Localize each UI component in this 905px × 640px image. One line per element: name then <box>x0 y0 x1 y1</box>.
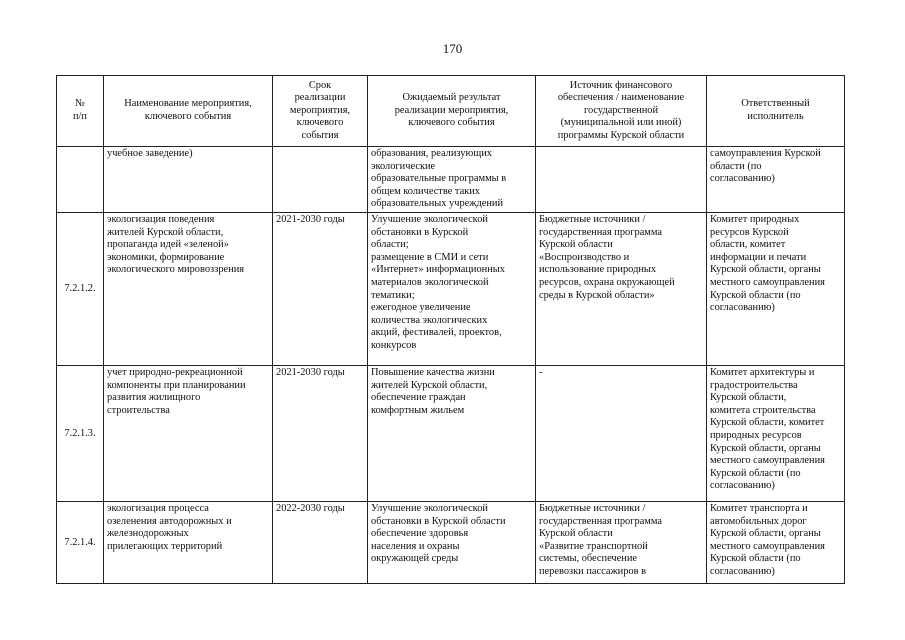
row-number: 7.2.1.4. <box>57 502 104 584</box>
header-expected-result: Ожидаемый результат реализации мероприятия, ключевого события <box>368 76 536 147</box>
header-executor: Ответственный исполнитель <box>707 76 845 147</box>
row-event-name: экологизация поведения жителей Курской области, пропаганда идей «зеленой» экономики, формирование экологического мировоззрения <box>104 213 273 366</box>
row-expected-result: Улучшение экологической обстановки в Курской области; размещение в СМИ и сети «Интернет» информационных материалов экологической тематики; ежегодное увеличение количества экологических акций, фестивалей, проектов, конкурсов <box>368 213 536 366</box>
table-row <box>57 366 845 502</box>
row-number: 7.2.1.2. <box>57 213 104 366</box>
row-funding-source <box>536 147 707 213</box>
row-number <box>57 147 104 213</box>
row-expected-result: Повышение качества жизни жителей Курской области, обеспечение граждан комфортным жильем <box>368 366 536 502</box>
row-funding-source: Бюджетные источники / государственная программа Курской области «Развитие транспортной системы, обеспечение перевозки пассажиров в <box>536 502 707 584</box>
header-funding-source: Источник финансового обеспечения / наименование государственной (муниципальной или иной) программы Курской области <box>536 76 707 147</box>
row-event-name: учебное заведение) <box>104 147 273 213</box>
row-number: 7.2.1.3. <box>57 366 104 502</box>
row-expected-result: Улучшение экологической обстановки в Курской области обеспечение здоровья населения и охраны окружающей среды <box>368 502 536 584</box>
row-period: 2021-2030 годы <box>273 366 368 502</box>
row-executor: Комитет архитектуры и градостроительства Курской области, комитета строительства Курской области, комитет природных ресурсов Курской области, органы местного самоуправления Курской области (по согласованию) <box>707 366 845 502</box>
table-row <box>57 502 845 584</box>
events-table <box>56 75 845 584</box>
row-event-name: экологизация процесса озеленения автодорожных и железнодорожных прилегающих территорий <box>104 502 273 584</box>
page-number: 170 <box>442 41 463 56</box>
row-period: 2022-2030 годы <box>273 502 368 584</box>
row-executor: Комитет природных ресурсов Курской области, комитет информации и печати Курской области, органы местного самоуправления Курской области (по согласованию) <box>707 213 845 366</box>
row-period <box>273 147 368 213</box>
table-row <box>57 147 845 213</box>
header-event-name: Наименование мероприятия, ключевого события <box>104 76 273 147</box>
row-event-name: учет природно-рекреационной компоненты при планировании развития жилищного строительства <box>104 366 273 502</box>
row-expected-result: образования, реализующих экологические образовательные программы в общем количестве таких образовательных учреждений <box>368 147 536 213</box>
table-header-row <box>57 76 845 147</box>
row-funding-source: - <box>536 366 707 502</box>
header-period: Срок реализации мероприятия, ключевого события <box>273 76 368 147</box>
table-row <box>57 213 845 366</box>
row-executor: Комитет транспорта и автомобильных дорог Курской области, органы местного самоуправления Курской области (по согласованию) <box>707 502 845 584</box>
header-number: № п/п <box>57 76 104 147</box>
row-period: 2021-2030 годы <box>273 213 368 366</box>
row-funding-source: Бюджетные источники / государственная программа Курской области «Воспроизводство и использование природных ресурсов, охрана окружающей среды в Курской области» <box>536 213 707 366</box>
row-executor: самоуправления Курской области (по согласованию) <box>707 147 845 213</box>
